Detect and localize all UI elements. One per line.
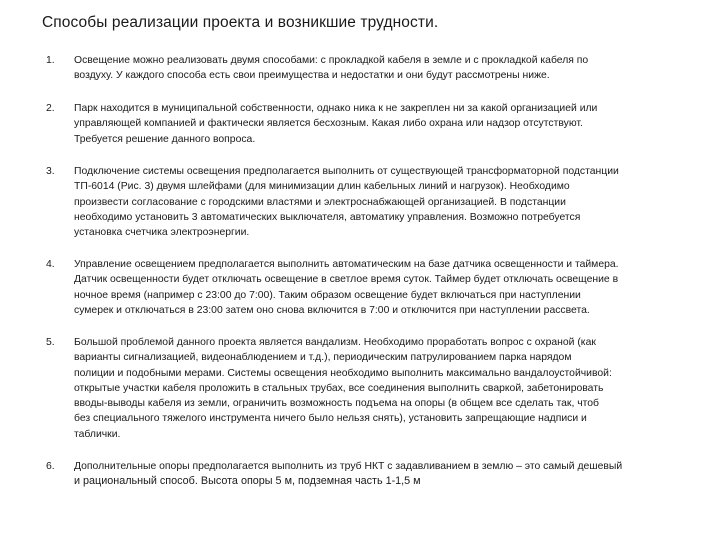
text-line: и рациональный способ. Высота опоры 5 м, подземная часть 1-1,5 м xyxy=(74,475,421,488)
text-line: управляющей компанией и фактически является бесхозным. Какая либо охрана или надзор отсутствуют. xyxy=(74,118,583,130)
list-item-3 xyxy=(46,164,706,240)
list-item-1 xyxy=(46,53,706,84)
text-line: воздуху. У каждого способа есть свои преимущества и недостатки и они будут рассмотрены ниже. xyxy=(74,70,550,82)
text-line: открытые участки кабеля проложить в стальных трубах, все соединения выполнить сваркой, забетонировать xyxy=(74,382,604,394)
text-line: Дополнительные опоры предполагается выполнить из труб НКТ с задавливанием в землю – это самый дешевый xyxy=(74,461,623,472)
text-line: таблички. xyxy=(74,428,121,440)
item-text xyxy=(74,335,704,442)
page-title: Способы реализации проекта и возникшие трудности. xyxy=(42,14,439,31)
item-number: 1. xyxy=(46,55,55,66)
text-line: Подключение системы освещения предполагается выполнить от существующей трансформаторной подстанции xyxy=(74,166,619,177)
item-number: 4. xyxy=(46,259,55,270)
item-number: 6. xyxy=(46,461,55,472)
item-text xyxy=(74,53,704,84)
list-item-5 xyxy=(46,335,706,442)
text-line: полиции и подобными мерами. Системы освещения необходимо выполнить максимально вандалоустойчивой: xyxy=(74,367,612,379)
text-line: сумерек и отключаться в 23:00 затем оно снова включится в 7:00 и отключится при наступлении рассвета. xyxy=(74,304,590,316)
text-line: Датчик освещенности будет отключать освещение в светлое время суток. Таймер будет отключать освещение в xyxy=(74,274,619,286)
item-text xyxy=(74,101,704,147)
text-line: варианты сигнализацией, видеонаблюдением и т.д.), периодическим патрулированием парка нарядом xyxy=(74,352,572,364)
item-number: 5. xyxy=(46,337,55,348)
text-line: Освещение можно реализовать двумя способами: с прокладкой кабеля в земле и с прокладкой кабеля по xyxy=(74,55,589,66)
text-line: установка счетчика электроэнергии. xyxy=(74,227,250,239)
text-line: вводы-выводы кабеля из земли, ограничить возможность подъема на опоры (в общем все сделать так, чтоб xyxy=(74,398,599,410)
list-item-6 xyxy=(46,459,706,490)
item-text xyxy=(74,459,704,490)
list-item-2 xyxy=(46,101,706,147)
text-line: Парк находится в муниципальной собственности, однако ника к не закреплен ни за какой организацией или xyxy=(74,103,598,114)
text-line: ТП-6014 (Рис. 3) двумя шлейфами (для минимизации длин кабельных линий и нагрузок). Необходимо xyxy=(74,181,570,193)
list-item-4 xyxy=(46,257,706,318)
item-number: 2. xyxy=(46,103,55,114)
text-line: произвести согласование с городскими властями и электроснабжающей организацией. В подстанции xyxy=(74,196,566,208)
text-line: ночное время (например с 23:00 до 7:00). Таким образом освещение будет включаться при наступлении xyxy=(74,289,581,301)
text-line: без специального тяжелого инструмента ничего было нельзя снять), установить запрещающие надписи и xyxy=(74,413,587,425)
item-text xyxy=(74,164,704,240)
text-line: необходимо установить 3 автоматических выключателя, автоматику управления. Возможно потребуется xyxy=(74,211,581,223)
text-line: Требуется решение данного вопроса. xyxy=(74,133,256,145)
text-line: Управление освещением предполагается выполнить автоматическим на базе датчика освещенности и таймера. xyxy=(74,259,619,270)
item-text xyxy=(74,257,704,318)
text-line: Большой проблемой данного проекта является вандализм. Необходимо проработать вопрос с охраной (как xyxy=(74,337,596,348)
item-number: 3. xyxy=(46,166,55,177)
